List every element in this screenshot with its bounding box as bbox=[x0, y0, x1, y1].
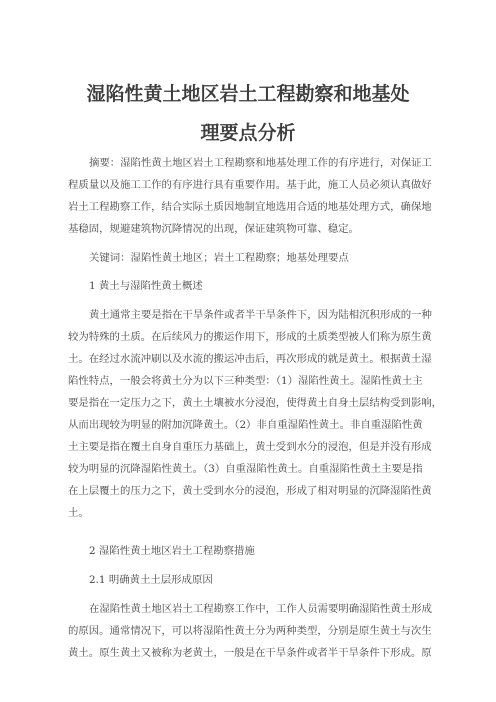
document-title-line-1: 湿陷性黄土地区岩土工程勘察和地基处 bbox=[86, 83, 410, 105]
paragraph-1-line-2: 较为特殊的土质。在后续风力的搬运作用下，形成的土质类型被人们称为原生黄 bbox=[68, 331, 432, 343]
paragraph-1-line-4: 陷性特点，一般会将黄土分为以下三种类型：（1）湿陷性黄土。湿陷性黄土主 bbox=[68, 375, 423, 387]
section-heading-2: 2 湿陷性黄土地区岩土工程勘察措施 bbox=[89, 545, 255, 557]
abstract-line-3: 岩土工程勘察工作，结合实际土质因地制宜地选用合适的地基处理方式，确保地 bbox=[68, 201, 432, 213]
paragraph-2-line-1: 在湿陷性黄土地区岩土工程勘察工作中，工作人员需要明确湿陷性黄土形成 bbox=[89, 603, 432, 615]
paragraph-1-line-7: 土主要是指在覆土自身自重压力基础上，黄土受到水分的浸泡，但是并没有形成 bbox=[68, 441, 432, 453]
keywords-line: 关键词：湿陷性黄土地区；岩土工程勘察；地基处理要点 bbox=[89, 252, 349, 264]
paragraph-1-line-3: 土。在经过水流冲刷以及水流的搬运冲击后，再次形成的就是黄土。根据黄土湿 bbox=[68, 353, 432, 365]
section-heading-1: 1 黄土与湿陷性黄土概述 bbox=[89, 280, 203, 292]
paragraph-1-line-1: 黄土通常主要是指在干旱条件或者半干旱条件下，因为陆相沉积形成的一种 bbox=[89, 309, 432, 321]
abstract-line-1: 摘要：湿陷性黄土地区岩土工程勘察和地基处理工作的有序进行，对保证工 bbox=[89, 157, 432, 169]
paragraph-2-line-2: 的原因。通常情况下，可以将湿陷性黄土分为两种类型，分别是原生黄土与次生 bbox=[68, 625, 432, 637]
paragraph-2-line-3: 黄土。原生黄土又被称为老黄土，一般是在干旱条件或者半干旱条件下形成。原 bbox=[68, 647, 432, 659]
paragraph-1-line-6: 从而出现较为明显的附加沉降黄土。（2）非自重湿陷性黄土。非自重湿陷性黄 bbox=[68, 419, 423, 431]
paragraph-1-line-8: 较为明显的沉降湿陷性黄土。（3）自重湿陷性黄土。自重湿陷性黄土主要是指 bbox=[68, 463, 423, 475]
paragraph-1-line-9: 在上层覆土的压力之下，黄土受到水分的浸泡，形成了相对明显的沉降湿陷性黄 bbox=[68, 485, 432, 497]
paragraph-1-line-10: 土。 bbox=[68, 507, 89, 519]
abstract-line-4: 基稳固，规避建筑物沉降情况的出现，保证建筑物可靠、稳定。 bbox=[68, 223, 359, 235]
subsection-heading-2-1: 2.1 明确黄土土层形成原因 bbox=[89, 574, 213, 586]
document-title-line-2: 理要点分析 bbox=[200, 122, 296, 144]
abstract-line-2: 程质量以及施工工作的有序进行具有重要作用。基于此，施工人员必须认真做好 bbox=[68, 179, 432, 191]
paragraph-1-line-5: 要是指在一定压力之下，黄土土壤被水分浸泡，使得黄土自身土层结构受到影响， bbox=[68, 397, 443, 409]
